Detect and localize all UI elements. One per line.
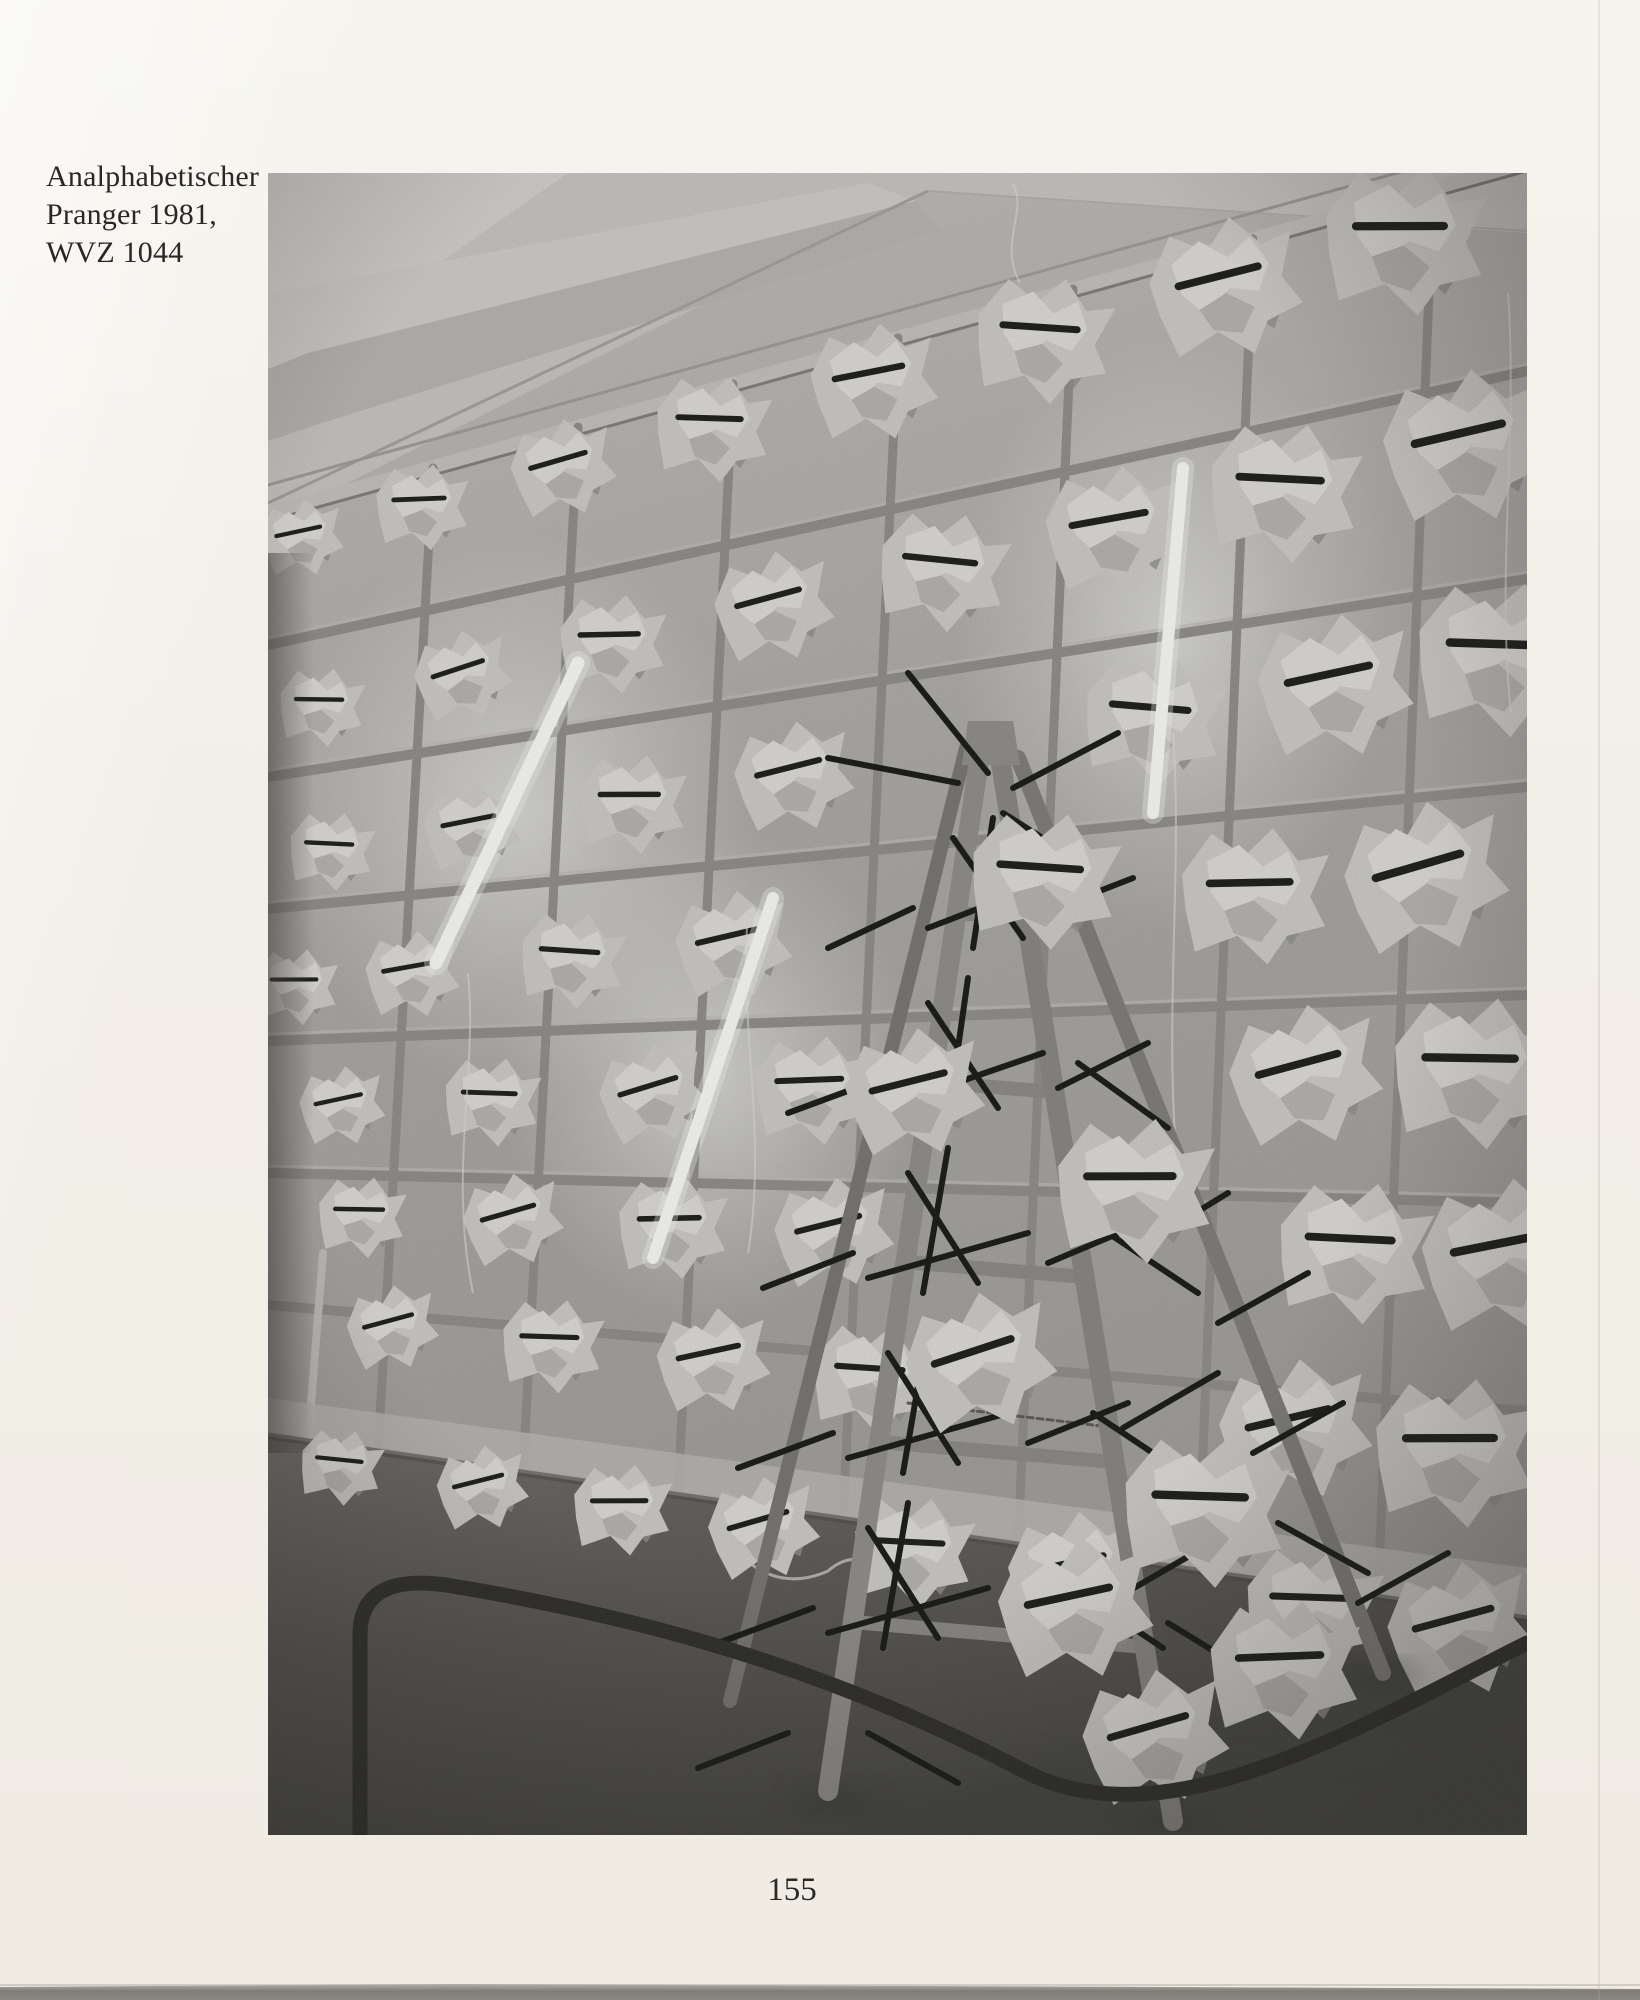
caption-line-1: Analphabetischer (46, 160, 260, 193)
photo-caption (46, 158, 296, 272)
caption-line-3: WVZ 1044 (46, 236, 184, 269)
caption-line-2: Pranger 1981, (46, 198, 217, 231)
photo-scene (268, 173, 1527, 1835)
film-grain-light (268, 173, 1527, 1835)
page-edge-crease (1598, 0, 1600, 2000)
page-number: 155 (767, 1872, 817, 1908)
artwork-photo (268, 173, 1527, 1835)
scan-edge-strip (0, 1984, 1640, 2000)
